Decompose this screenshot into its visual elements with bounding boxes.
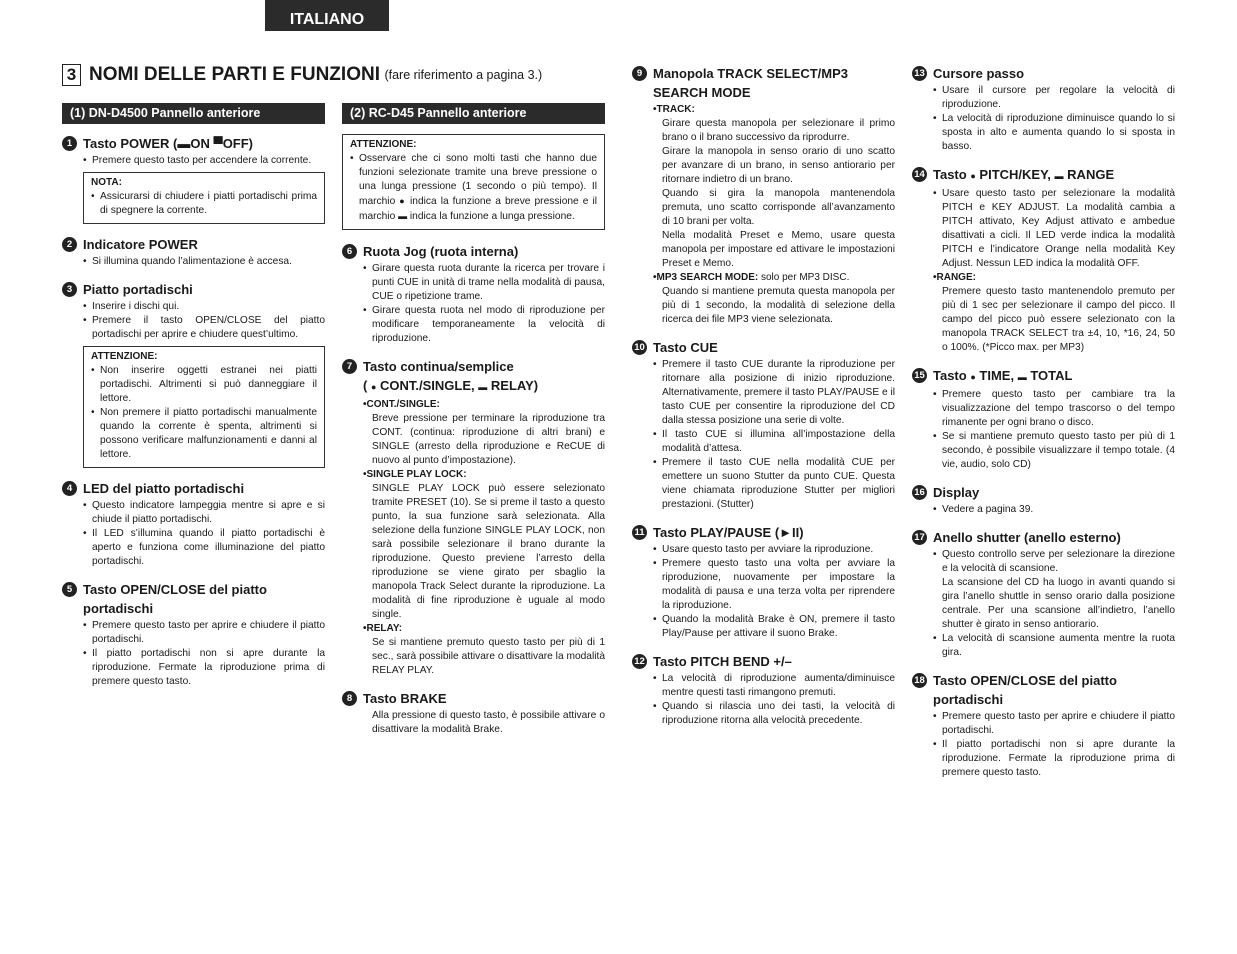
item-title: Anello shutter (anello esterno) — [933, 530, 1121, 545]
paragraph: Premere questo tasto mantenendolo premuto per più di 1 sec per selezionare il campo del picco. Il campo del picco può essere selezionato con la manopola TRACK SELECT tra ±4, 10, *16, 24, 50 o 100%. (*Picco max. per MP3) — [942, 286, 1175, 353]
bullet: • Premere questo tasto per cambiare tra la visualizzazione del tempo trascorso o del tempo rimanente per ogni brano o disco. — [933, 388, 1175, 430]
subheading: • CONT./SINGLE: — [363, 398, 605, 412]
subheading: • TRACK: — [653, 103, 895, 117]
bullet: • Il tasto CUE si illumina all’impostazione della modalità d’attesa. — [653, 428, 895, 456]
column-4 — [912, 64, 1175, 791]
item-8 — [342, 689, 605, 737]
language-tab: ITALIANO — [265, 0, 389, 31]
bullet: • Premere questo tasto per aprire e chiudere il piatto portadischi. — [933, 710, 1175, 738]
item-number: 2 — [62, 237, 77, 252]
item-title: Display — [933, 485, 980, 500]
note-box — [83, 172, 325, 224]
item-number: 11 — [632, 525, 647, 540]
dot-mark-icon: ● — [370, 382, 377, 392]
item-12 — [632, 652, 895, 728]
paragraph: Se si mantiene premuto questo tasto per più di 1 sec., sarà possibile attivare o disattivare la modalità RELAY PLAY. — [372, 637, 605, 676]
item-title: Tasto OPEN/CLOSE del piatto portadischi — [933, 673, 1117, 707]
item-number: 13 — [912, 66, 927, 81]
bullet: • Quando si rilascia uno dei tasti, la velocità di riproduzione ritorna alla velocità precedente. — [653, 700, 895, 728]
bullet: • La velocità di riproduzione aumenta/diminuisce mentre questi tasti rimangono premuti. — [653, 672, 895, 700]
bullet: • La velocità di riproduzione diminuisce quando lo si sposta in alto e aumenta quando lo si sposta in basso. — [933, 112, 1175, 154]
item-16 — [912, 483, 1175, 517]
item-title: Tasto continua/semplice ( ● CONT./SINGLE, ▬ RELAY) — [363, 359, 539, 393]
paragraph: Girare questa manopola per selezionare il primo brano o il brano successivo da riprodurre. — [662, 118, 895, 143]
bullet: • Inserire i dischi qui. — [83, 300, 325, 314]
item-title: Tasto BRAKE — [363, 691, 447, 706]
item-11 — [632, 523, 895, 641]
bullet: • Usare il cursore per regolare la velocità di riproduzione. — [933, 84, 1175, 112]
item-3 — [62, 280, 325, 468]
item-title: Piatto portadischi — [83, 282, 193, 297]
bullet: • Premere questo tasto per aprire e chiudere il piatto portadischi. — [83, 619, 325, 647]
item-title: Tasto OPEN/CLOSE del piatto portadischi — [83, 582, 267, 616]
item-6 — [342, 242, 605, 346]
item-title: Tasto CUE — [653, 340, 718, 355]
bullet: • Assicurarsi di chiudere i piatti portadischi prima di spegnere la corrente. — [91, 190, 317, 218]
item-number: 8 — [342, 691, 357, 706]
bullet: • Questo controllo serve per selezionare la direzione e la velocità di scansione. La scansione del CD ha luogo in avanti quando si gira l’anello shuttle in senso orario dalla posizione centrale. Per una scansione all’indietro, l’anello shutter è girato in senso antiorario. — [933, 548, 1175, 632]
bullet: • Premere questo tasto per accendere la corrente. — [83, 154, 325, 168]
paragraph: Breve pressione per terminare la riproduzione tra CONT. (continua: riproduzione di altri brani) e SINGLE (arresto della riproduzione e ReCUE di nuovo al punto d’impostazione). — [372, 413, 605, 466]
bullet: • Vedere a pagina 39. — [933, 503, 1175, 517]
subheading: • SINGLE PLAY LOCK: — [363, 468, 605, 482]
item-number: 15 — [912, 368, 927, 383]
dot-mark-icon: ● — [970, 372, 976, 382]
bullet: • Quando la modalità Brake è ON, premere il tasto Play/Pause per attivare il suono Brake. — [653, 613, 895, 641]
item-7 — [342, 357, 605, 678]
title-reference: (fare riferimento a pagina 3.) — [384, 68, 543, 82]
bullet: • Premere il tasto CUE durante la riproduzione per ritornare alla posizione di inizio riproduzione. Alternativamente, premere il tasto PLAY/PAUSE e il tasto CUE per consentire la riproduzione del CD dalla stessa posizione una serie di volte. — [653, 358, 895, 428]
bullet: • Osservare che ci sono molti tasti che hanno due funzioni selezionate tramite una breve pressione o una lunga pressione (1 secondo o più tempo). Il marchio ● indica la funzione a breve pressione e il marchio ▬ indica la funzione a lunga pressione. — [350, 152, 597, 224]
bullet: • Usare questo tasto per selezionare la modalità PITCH e KEY ADJUST. La modalità cambia a PITCH attivato, Key Adjust attivato e ambedue disattivati a cicli. Il LED verde indica la modalità PITCH e l’indicatore Orange nella modalità Key Adjust. Nessun LED indica la modalità OFF. — [933, 187, 1175, 271]
paragraph: SINGLE PLAY LOCK può essere selezionato tramite PRESET (10). Se si preme il tasto a questo punto, la sua funzione sarà selezionata. Alla selezione della funzione SINGLE PLAY LOCK, non sarà possibile selezionare il brano durante la riproduzione. Questo previene l’arresto della riproduzione se viene girato per sbaglio la manopola Track Select durante la riproduzione. La modalità di fine riproduzione è uguale al modo single. — [372, 483, 605, 620]
dot-mark-icon: ● — [399, 196, 406, 206]
section-remote-panel: (2) RC-D45 Pannello anteriore — [342, 103, 605, 124]
title-text: NOMI DELLE PARTI E FUNZIONI — [89, 64, 380, 85]
bullet: • Il LED s’illumina quando il piatto portadischi è aperto e funziona come illuminazione del piatto portadischi. — [83, 527, 325, 569]
item-5 — [62, 580, 325, 689]
item-number: 17 — [912, 530, 927, 545]
item-9 — [632, 64, 895, 327]
paragraph: Nella modalità Preset e Memo, usare questa manopola per impostare ed attivare le impostazioni Preset e Memo. — [662, 230, 895, 269]
bullet: • Usare questo tasto per avviare la riproduzione. — [653, 543, 895, 557]
bullet: • Questo indicatore lampeggia mentre si apre e si chiude il piatto portadischi. — [83, 499, 325, 527]
item-1 — [62, 134, 325, 224]
attention-heading: ATTENZIONE: — [350, 139, 417, 150]
item-2 — [62, 235, 325, 269]
dash-mark-icon: ▬ — [1017, 372, 1027, 382]
item-number: 7 — [342, 359, 357, 374]
chapter-number: 3 — [62, 64, 81, 86]
bullet: • Non premere il piatto portadischi manualmente quando la corrente è spenta, altrimenti si possono verificare malfunzionamenti e danni al lettore. — [91, 406, 317, 462]
item-title: Manopola TRACK SELECT/MP3 SEARCH MODE — [653, 66, 849, 100]
item-number: 4 — [62, 481, 77, 496]
item-title: Indicatore POWER — [83, 237, 198, 252]
bullet: • Il piatto portadischi non si apre durante la riproduzione. Fermate la riproduzione prima di premere questo tasto. — [83, 647, 325, 689]
item-10 — [632, 338, 895, 512]
item-14 — [912, 165, 1175, 355]
column-1 — [62, 103, 325, 700]
item-number: 12 — [632, 654, 647, 669]
section-front-panel: (1) DN-D4500 Pannello anteriore — [62, 103, 325, 124]
bullet: • Girare questa ruota durante la ricerca per trovare i punti CUE in unità di trame nella modalità di pausa, CUE o ripetizione trame. — [363, 262, 605, 304]
dash-mark-icon: ▬ — [398, 211, 408, 221]
item-title: Ruota Jog (ruota interna) — [363, 244, 519, 259]
item-title: Tasto ● PITCH/KEY, ▬ RANGE — [933, 167, 1115, 182]
attention-heading: ATTENZIONE: — [91, 351, 158, 362]
dot-mark-icon: ● — [970, 171, 976, 181]
item-title: Cursore passo — [933, 66, 1025, 81]
paragraph: Alla pressione di questo tasto, è possibile attivare o disattivare la modalità Brake. — [372, 710, 605, 735]
item-13 — [912, 64, 1175, 154]
bullet: • Girare questa ruota nel modo di riproduzione per modificare temporaneamente la velocità di riproduzione. — [363, 304, 605, 346]
dash-mark-icon: ▬ — [478, 382, 488, 392]
bullet: • Premere il tasto CUE nella modalità CUE per emettere un suono Stutter da punto CUE. Questa viene chiamata riproduzione Stutter per migliori prestazioni. (Stutter) — [653, 456, 895, 512]
note-heading: NOTA: — [91, 177, 122, 188]
subheading: • RELAY: — [363, 622, 605, 636]
item-number: 3 — [62, 282, 77, 297]
bullet: • Non inserire oggetti estranei nei piatti portadischi. Altrimenti si può danneggiare il lettore. — [91, 364, 317, 406]
item-number: 16 — [912, 485, 927, 500]
item-title: Tasto POWER (▬ON ▀OFF) — [83, 136, 254, 151]
dash-mark-icon: ▬ — [1054, 171, 1064, 181]
bullet: • La velocità di scansione aumenta mentre la ruota gira. — [933, 632, 1175, 660]
item-18 — [912, 671, 1175, 780]
paragraph: Girare la manopola in senso orario di uno scatto per avanzare di un brano, in senso antiorario per ritornare indietro di un brano. — [662, 146, 895, 185]
item-number: 6 — [342, 244, 357, 259]
attention-box — [83, 346, 325, 468]
paragraph: Quando si gira la manopola mantenendola premuta, uno scatto corrisponde all’avanzamento di 10 brani per volta. — [662, 188, 895, 227]
column-3 — [632, 64, 895, 739]
item-title: LED del piatto portadischi — [83, 481, 245, 496]
item-4 — [62, 479, 325, 569]
bullet: • Il piatto portadischi non si apre durante la riproduzione. Fermate la riproduzione prima di premere questo tasto. — [933, 738, 1175, 780]
subheading: • RANGE: — [933, 271, 1175, 285]
page-title — [62, 64, 542, 86]
bullet: • Si illumina quando l’alimentazione è accesa. — [83, 255, 325, 269]
item-17 — [912, 528, 1175, 660]
bullet: • Se si mantiene premuto questo tasto per più di 1 secondo, è possibile visualizzare il tempo totale. (4 vie, audio, solo CD) — [933, 430, 1175, 472]
item-number: 18 — [912, 673, 927, 688]
attention-box — [342, 134, 605, 230]
item-number: 5 — [62, 582, 77, 597]
item-15 — [912, 366, 1175, 472]
bullet: • Premere il tasto OPEN/CLOSE del piatto portadischi per aprire e chiudere quest’ultimo. — [83, 314, 325, 342]
item-number: 9 — [632, 66, 647, 81]
item-title: Tasto PLAY/PAUSE (►II) — [653, 525, 804, 540]
item-number: 10 — [632, 340, 647, 355]
bullet: • Premere questo tasto una volta per avviare la riproduzione, nuovamente per impostare la modalità di pausa e una terza volta per riprendere la riproduzione. — [653, 557, 895, 613]
subheading: • MP3 SEARCH MODE: solo per MP3 DISC. — [653, 271, 895, 285]
column-2 — [342, 103, 605, 748]
item-number: 1 — [62, 136, 77, 151]
paragraph: Quando si mantiene premuta questa manopola per più di 1 secondo, la modalità di selezione della ricerca dei file MP3 viene selezionata. — [662, 286, 895, 325]
item-title: Tasto ● TIME, ▬ TOTAL — [933, 368, 1073, 383]
item-title: Tasto PITCH BEND +/– — [653, 654, 792, 669]
item-number: 14 — [912, 167, 927, 182]
